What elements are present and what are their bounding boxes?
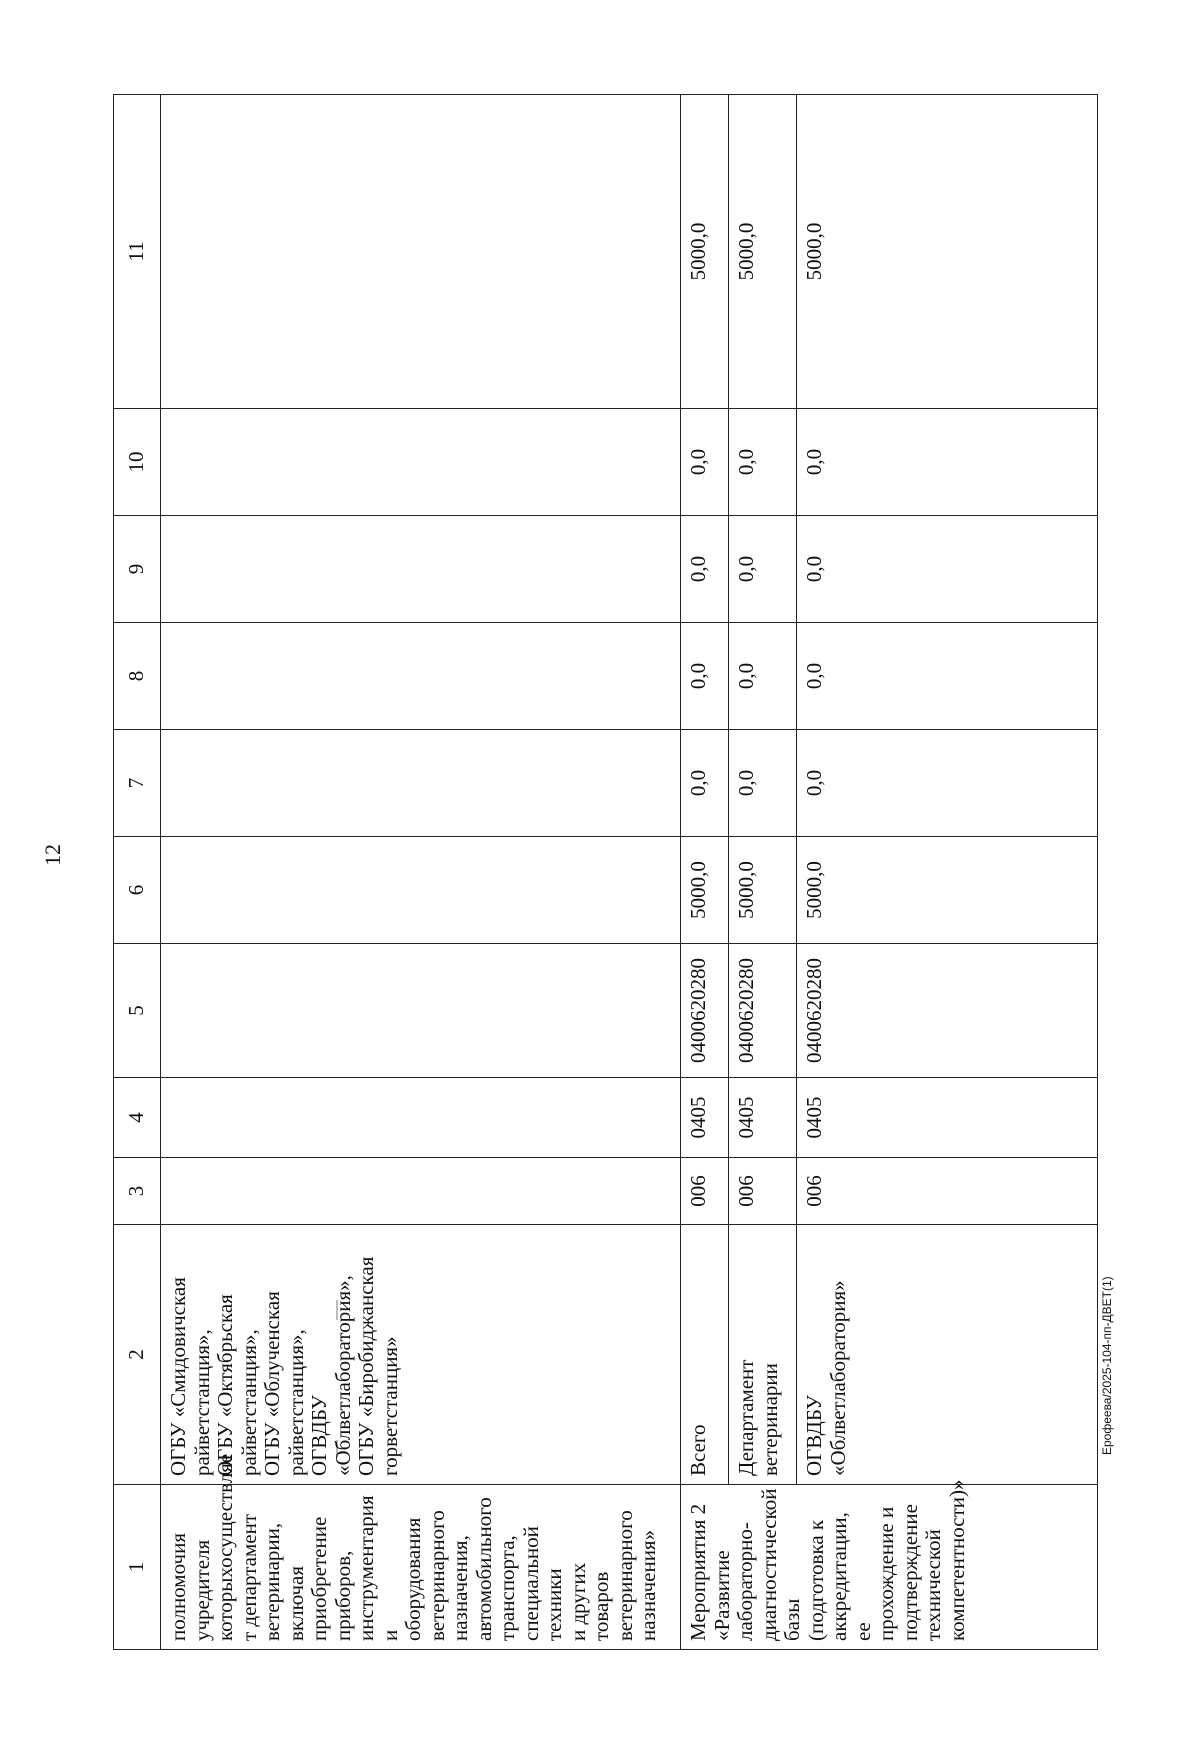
table-cell: 0,0 bbox=[797, 623, 1098, 730]
table-cell-measure: полномочия учредителя которыхосуществляе т департамент ветеринарии, включая приобретение приборов, инструментария и оборудования ветеринарного назначения, автомобильного транспорта, специальной техники и других товаров ветеринарного назначения» bbox=[161, 1485, 681, 1650]
table-cell bbox=[161, 1158, 681, 1225]
budget-table-frame bbox=[113, 95, 1098, 1650]
table-cell: 0,0 bbox=[797, 730, 1098, 837]
table-row bbox=[161, 95, 681, 1650]
table-cell: 0,0 bbox=[729, 409, 797, 516]
table-cell: 5000,0 bbox=[681, 837, 729, 944]
column-header: 10 bbox=[114, 409, 161, 516]
table-row bbox=[729, 95, 797, 1650]
table-cell: 0,0 bbox=[729, 516, 797, 623]
table-cell: 0400620280 bbox=[681, 944, 729, 1078]
table-cell: 0,0 bbox=[729, 730, 797, 837]
table-cell: 0,0 bbox=[729, 623, 797, 730]
column-header: 6 bbox=[114, 837, 161, 944]
table-cell bbox=[161, 409, 681, 516]
table-cell bbox=[161, 623, 681, 730]
table-cell: 0405 bbox=[681, 1078, 729, 1158]
table-cell: 0,0 bbox=[681, 409, 729, 516]
table-cell: 006 bbox=[681, 1158, 729, 1225]
column-header: 2 bbox=[114, 1225, 161, 1485]
table-cell bbox=[161, 516, 681, 623]
table-row bbox=[681, 95, 729, 1650]
table-cell bbox=[161, 944, 681, 1078]
table-cell: 0,0 bbox=[681, 623, 729, 730]
column-header: 8 bbox=[114, 623, 161, 730]
table-cell: 0,0 bbox=[681, 730, 729, 837]
table-cell-executor: Всего bbox=[681, 1225, 729, 1485]
table-cell: 5000,0 bbox=[729, 837, 797, 944]
table-cell: 5000,0 bbox=[681, 95, 729, 409]
table-cell: 5000,0 bbox=[729, 95, 797, 409]
table-cell-executor: ОГВДБУ «Облветлаборатория» bbox=[797, 1225, 1098, 1485]
table-cell: 0,0 bbox=[797, 409, 1098, 516]
table-cell bbox=[161, 1078, 681, 1158]
column-header: 7 bbox=[114, 730, 161, 837]
table-cell-measure: Мероприятия 2 «Развитие лабораторно- диагностической базы (подготовка к аккредитации, ее прохождение и подтверждение технической компетентности)» bbox=[681, 1485, 1098, 1650]
table-cell: 5000,0 bbox=[797, 95, 1098, 409]
table-cell bbox=[161, 95, 681, 409]
table-cell: 5000,0 bbox=[797, 837, 1098, 944]
column-header: 3 bbox=[114, 1158, 161, 1225]
table-cell bbox=[161, 837, 681, 944]
column-header: 4 bbox=[114, 1078, 161, 1158]
table-cell: 006 bbox=[729, 1158, 797, 1225]
table-cell-executor: Департамент ветеринарии bbox=[729, 1225, 797, 1485]
table-cell: 0405 bbox=[797, 1078, 1098, 1158]
column-header: 1 bbox=[114, 1485, 161, 1650]
table-cell: 0405 bbox=[729, 1078, 797, 1158]
table-cell: 0400620280 bbox=[729, 944, 797, 1078]
column-header: 9 bbox=[114, 516, 161, 623]
table-header-row bbox=[114, 95, 161, 1650]
table-cell: 0,0 bbox=[681, 516, 729, 623]
table-cell: 0,0 bbox=[797, 516, 1098, 623]
column-header: 5 bbox=[114, 944, 161, 1078]
document-footer-code: Ерофеева/2025-104-пп-ДВЕТ(1) bbox=[1100, 1276, 1114, 1455]
column-header: 11 bbox=[114, 95, 161, 409]
page-number: 12 bbox=[40, 844, 65, 866]
table-cell: 006 bbox=[797, 1158, 1098, 1225]
table-row bbox=[797, 95, 1098, 1650]
table-cell bbox=[161, 730, 681, 837]
table-cell-executor: ОГБУ «Смидовичская райветстанция», ОГБУ «Октябрьская райветстанция», ОГБУ «Облученская райветстанция», ОГВДБУ «Облветлаборатория», ОГБУ «Биробиджанская горветстанция» bbox=[161, 1225, 681, 1485]
budget-table bbox=[113, 94, 1098, 1650]
table-cell: 0400620280 bbox=[797, 944, 1098, 1078]
